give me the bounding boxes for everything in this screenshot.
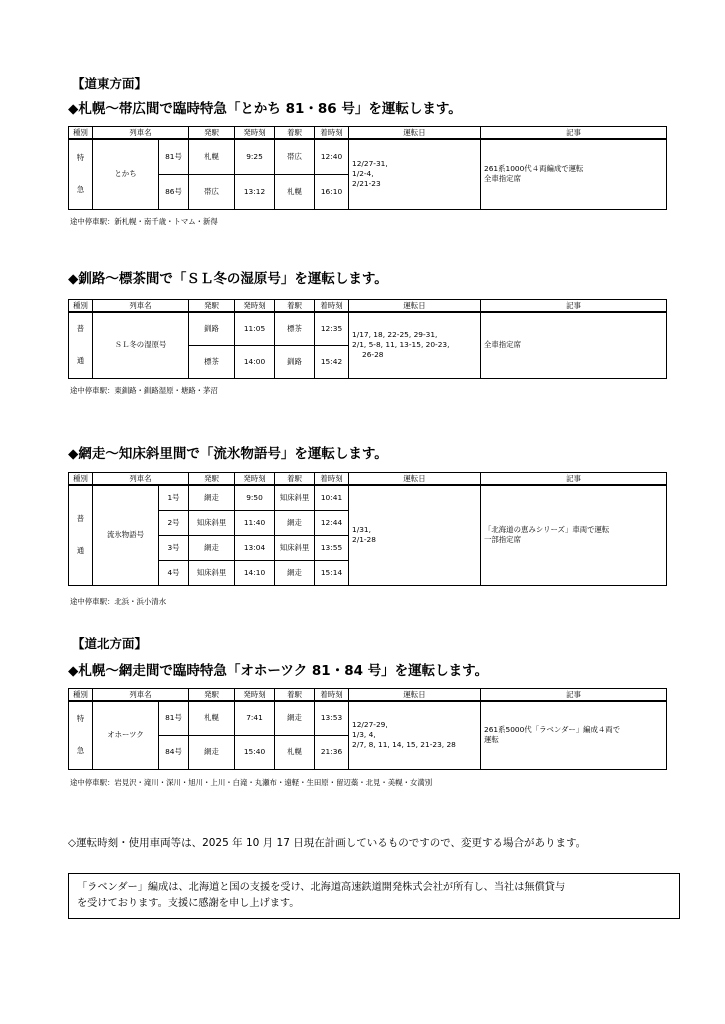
col-dep-time: 発時刻: [235, 127, 275, 140]
dep-time: 9:50: [235, 485, 275, 510]
train-number: 2号: [159, 510, 189, 535]
train-name: 流氷物語号: [93, 485, 159, 585]
train-kind: 特 急: [69, 139, 93, 209]
section-dohoku: 【道北方面】: [72, 636, 148, 651]
dep-station: 釧路: [189, 312, 235, 345]
arr-time: 12:44: [315, 510, 349, 535]
arr-time: 12:40: [315, 139, 349, 174]
tokachi-heading: ◆札幌～帯広間で臨時特急「とかち 81・86 号」を運転します。: [68, 101, 462, 117]
ryuhyo-heading: ◆網走～知床斜里間で「流氷物語号」を運転します。: [68, 446, 388, 462]
okhotsk-stops: 途中停車駅：岩見沢・滝川・深川・旭川・上川・白滝・丸瀬布・遠軽・生田原・留辺蘂・北見・美幌・女満別: [70, 778, 433, 787]
dep-station: 網走: [189, 535, 235, 560]
dep-station: 知床斜里: [189, 560, 235, 585]
run-dates: 1/31, 2/1-28: [349, 485, 481, 585]
col-arr-station: 着駅: [275, 689, 315, 702]
dep-time: 13:04: [235, 535, 275, 560]
train-number: 1号: [159, 485, 189, 510]
remarks: 261系5000代「ラベンダー」編成４両で 運転: [481, 701, 667, 769]
col-remarks: 記事: [481, 473, 667, 486]
okhotsk-table: [68, 688, 667, 770]
train-number: 3号: [159, 535, 189, 560]
col-remarks: 記事: [481, 127, 667, 140]
col-name: 列車名: [93, 689, 189, 702]
arr-time: 13:53: [315, 701, 349, 735]
col-dep-time: 発時刻: [235, 473, 275, 486]
shitsugen-stops: 途中停車駅：東釧路・釧路湿原・塘路・茅沼: [70, 386, 218, 395]
ryuhyo-stops: 途中停車駅：北浜・浜小清水: [70, 597, 167, 606]
train-number: 81号: [159, 139, 189, 174]
dep-time: 11:05: [235, 312, 275, 345]
shitsugen-heading: ◆釧路～標茶間で「ＳＬ冬の湿原号」を運転します。: [68, 271, 388, 287]
col-name: 列車名: [93, 127, 189, 140]
col-arr-time: 着時刻: [315, 127, 349, 140]
section-doto: 【道東方面】: [72, 76, 148, 91]
lavender-note-box: [68, 873, 680, 919]
remarks: 全車指定席: [481, 312, 667, 378]
col-remarks: 記事: [481, 689, 667, 702]
train-number: 4号: [159, 560, 189, 585]
remarks: 「北海道の恵みシリーズ」車両で運転 一部指定席: [481, 485, 667, 585]
footnote: ◇運転時刻・使用車両等は、2025 年 10 月 17 日現在計画しているものですので、変更する場合があります。: [68, 837, 587, 849]
dep-time: 14:00: [235, 345, 275, 378]
lavender-note-line2: を受けております。支援に感謝を申し上げます。: [77, 897, 300, 909]
dep-time: 7:41: [235, 701, 275, 735]
arr-station: 網走: [275, 560, 315, 585]
col-arr-time: 着時刻: [315, 473, 349, 486]
col-dep-station: 発駅: [189, 473, 235, 486]
col-dep-station: 発駅: [189, 300, 235, 313]
arr-station: 標茶: [275, 312, 315, 345]
arr-time: 10:41: [315, 485, 349, 510]
dep-time: 13:12: [235, 174, 275, 209]
arr-station: 札幌: [275, 174, 315, 209]
dep-station: 札幌: [189, 701, 235, 735]
dep-station: 網走: [189, 735, 235, 769]
col-dep-time: 発時刻: [235, 689, 275, 702]
lavender-note-line1: 「ラベンダー」編成は、北海道と国の支援を受け、北海道高速鉄道開発株式会社が所有し、当社は無償貸与: [77, 882, 566, 893]
arr-time: 21:36: [315, 735, 349, 769]
col-dates: 運転日: [349, 127, 481, 140]
col-arr-time: 着時刻: [315, 300, 349, 313]
dep-station: 帯広: [189, 174, 235, 209]
col-arr-station: 着駅: [275, 473, 315, 486]
train-name: ＳＬ冬の湿原号: [93, 312, 189, 378]
col-dep-station: 発駅: [189, 689, 235, 702]
dep-station: 知床斜里: [189, 510, 235, 535]
arr-station: 札幌: [275, 735, 315, 769]
arr-time: 15:42: [315, 345, 349, 378]
col-dates: 運転日: [349, 473, 481, 486]
train-kind: 普 通: [69, 485, 93, 585]
dep-station: 札幌: [189, 139, 235, 174]
train-number: 81号: [159, 701, 189, 735]
arr-time: 15:14: [315, 560, 349, 585]
remarks: 261系1000代４両編成で運転 全車指定席: [481, 139, 667, 209]
dep-time: 15:40: [235, 735, 275, 769]
arr-time: 16:10: [315, 174, 349, 209]
col-name: 列車名: [93, 300, 189, 313]
dep-time: 14:10: [235, 560, 275, 585]
train-number: 86号: [159, 174, 189, 209]
arr-station: 帯広: [275, 139, 315, 174]
dep-station: 標茶: [189, 345, 235, 378]
col-name: 列車名: [93, 473, 189, 486]
col-kind: 種別: [69, 127, 93, 140]
train-name: とかち: [93, 139, 159, 209]
col-arr-time: 着時刻: [315, 689, 349, 702]
train-name: オホーツク: [93, 701, 159, 769]
arr-station: 網走: [275, 701, 315, 735]
arr-station: 釧路: [275, 345, 315, 378]
col-kind: 種別: [69, 300, 93, 313]
arr-station: 知床斜里: [275, 485, 315, 510]
col-dates: 運転日: [349, 689, 481, 702]
train-number: 84号: [159, 735, 189, 769]
arr-time: 12:35: [315, 312, 349, 345]
col-dep-station: 発駅: [189, 127, 235, 140]
tokachi-stops: 途中停車駅：新札幌・南千歳・トマム・新得: [70, 217, 218, 226]
okhotsk-heading: ◆札幌～網走間で臨時特急「オホーツク 81・84 号」を運転します。: [68, 663, 489, 679]
run-dates: 1/17, 18, 22-25, 29-31, 2/1, 5-8, 11, 13-15, 20-23, 26-28: [349, 312, 481, 378]
arr-station: 網走: [275, 510, 315, 535]
run-dates: 12/27-31, 1/2-4, 2/21-23: [349, 139, 481, 209]
dep-time: 11:40: [235, 510, 275, 535]
tokachi-table: [68, 126, 667, 210]
col-dates: 運転日: [349, 300, 481, 313]
arr-station: 知床斜里: [275, 535, 315, 560]
arr-time: 13:55: [315, 535, 349, 560]
shitsugen-table: [68, 299, 667, 379]
col-arr-station: 着駅: [275, 300, 315, 313]
col-kind: 種別: [69, 473, 93, 486]
dep-time: 9:25: [235, 139, 275, 174]
train-kind: 普 通: [69, 312, 93, 378]
col-remarks: 記事: [481, 300, 667, 313]
col-dep-time: 発時刻: [235, 300, 275, 313]
col-arr-station: 着駅: [275, 127, 315, 140]
train-kind: 特 急: [69, 701, 93, 769]
run-dates: 12/27-29, 1/3, 4, 2/7, 8, 11, 14, 15, 21-23, 28: [349, 701, 481, 769]
dep-station: 網走: [189, 485, 235, 510]
ryuhyo-table: [68, 472, 667, 586]
col-kind: 種別: [69, 689, 93, 702]
